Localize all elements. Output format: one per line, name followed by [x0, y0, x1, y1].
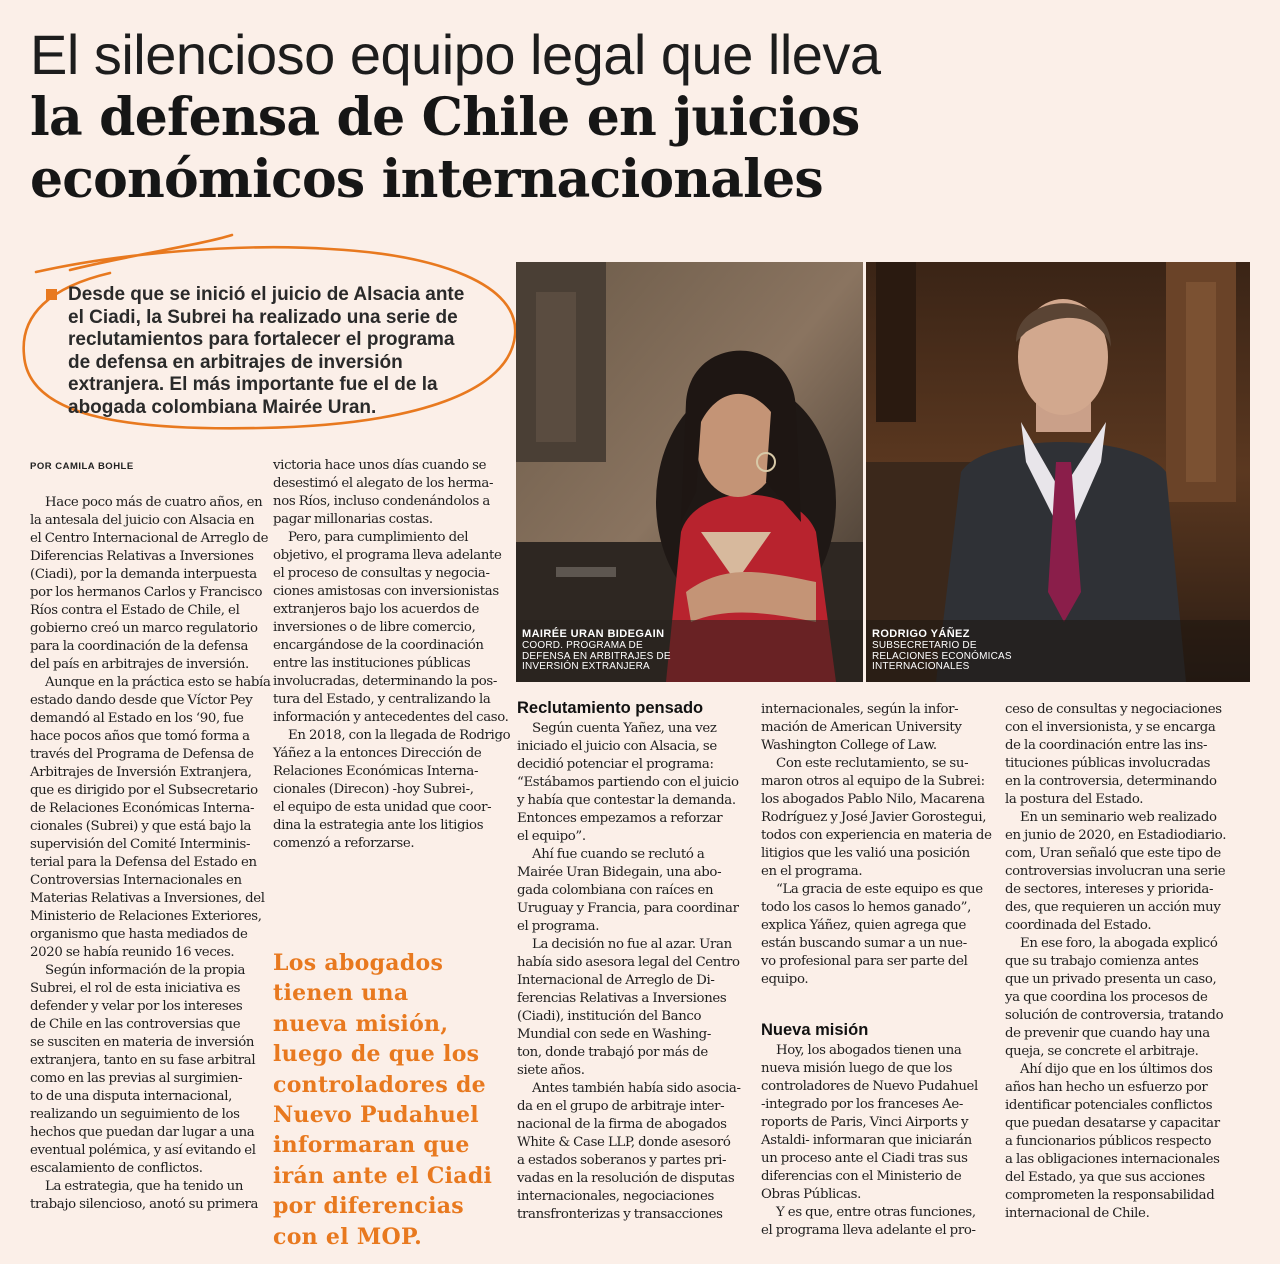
text-line: Washington College of Law. — [761, 738, 937, 753]
photo1-caption — [522, 628, 671, 673]
photo2-caption-role-1: SUBSECRETARIO DE — [872, 640, 977, 651]
text-line: el equipo”. — [517, 829, 586, 844]
text-line: nacional de la firma de abogados — [517, 1117, 727, 1132]
text-line: el programa lleva adelante el pro- — [761, 1223, 976, 1238]
text-line: La decisión no fue al azar. Uran — [532, 937, 732, 952]
text-line: Ahí fue cuando se reclutó a — [532, 847, 705, 862]
text-line: com, Uran señaló que este tipo de — [1005, 846, 1221, 861]
text-line: hace pocos años que tomó forma a — [30, 729, 250, 744]
text-line: terial para la Defensa del Estado en — [30, 855, 257, 870]
text-line: estado dando desde que Víctor Pey — [30, 693, 253, 708]
text-line: como en las previas al surgimien- — [30, 1071, 243, 1086]
text-line: objetivo, el programa lleva adelante — [273, 548, 502, 563]
text-line: eventual polémica, y así evitando el — [30, 1143, 256, 1158]
text-line: de Chile en las controversias que — [30, 1017, 241, 1032]
text-line: Obras Públicas. — [761, 1187, 861, 1202]
text-line: (Ciadi), institución del Banco — [517, 1009, 702, 1024]
text-line: inversiones o de libre comercio, — [273, 620, 476, 635]
text-line: tura del Estado, y centralizando la — [273, 692, 491, 707]
article-column-4-part-1 — [761, 701, 992, 989]
text-line: solución de controversia, tratando — [1005, 1008, 1224, 1023]
text-line: desestimó el alegato de los herma- — [273, 476, 494, 491]
text-line: los abogados Pablo Nilo, Macarena — [761, 792, 985, 807]
text-line: Controversias Internacionales en — [30, 873, 242, 888]
text-line: el proceso de consultas y negocia- — [273, 566, 490, 581]
photo2-caption-role-2: RELACIONES ECONÓMICAS — [872, 650, 1012, 662]
text-line: entre las instituciones públicas — [273, 656, 471, 671]
text-line: Con este reclutamiento, se su- — [776, 756, 969, 771]
text-line: Diferencias Relativas a Inversiones — [30, 549, 254, 564]
text-line: Yáñez a la entonces Dirección de — [273, 746, 482, 761]
article-column-4-part-2 — [761, 1042, 987, 1240]
text-line: con el inversionista, y se encarga — [1005, 720, 1216, 735]
text-line: Hoy, los abogados tienen una — [776, 1043, 962, 1058]
text-line: mación de American University — [761, 720, 962, 735]
text-line: en la controversia, determinando — [1005, 774, 1217, 789]
article-column-5 — [1005, 701, 1231, 1223]
pull-quote-line: luego de que los — [273, 1041, 480, 1068]
text-line: que es dirigido por el Subsecretario — [30, 783, 258, 798]
text-line: del país en arbitrajes de inversión. — [30, 657, 249, 672]
text-line: de la coordinación entre las ins- — [1005, 738, 1208, 753]
text-line: cionales (Direcon) -hoy Subrei-, — [273, 782, 474, 797]
text-line: cionales (Subrei) y que está bajo la — [30, 819, 252, 834]
text-line: Entonces empezamos a reforzar — [517, 811, 723, 826]
pull-quote-line: informaran que — [273, 1132, 470, 1159]
headline-line-1: El silencioso equipo legal que lleva — [30, 23, 881, 86]
text-line: 2020 se había reunido 16 veces. — [30, 945, 235, 960]
pull-quote-line: irán ante el Ciadi — [273, 1162, 493, 1189]
text-line: Ministerio de Relaciones Exteriores, — [30, 909, 262, 924]
text-line: Pero, para cumplimiento del — [288, 530, 469, 545]
text-line: internacional de Chile. — [1005, 1206, 1150, 1221]
text-line: Según información de la propia — [45, 963, 246, 978]
text-line: decidió potenciar el programa: — [517, 757, 714, 772]
text-line: ceso de consultas y negociaciones — [1005, 702, 1222, 717]
text-line: Hace poco más de cuatro años, en — [45, 495, 263, 510]
text-line: tituciones públicas involucradas — [1005, 756, 1211, 771]
text-line: un proceso ante el Ciadi tras sus — [761, 1151, 968, 1166]
text-line: identificar potenciales conflictos — [1005, 1098, 1213, 1113]
text-line: transfronterizas y transacciones — [517, 1207, 723, 1222]
text-line: nueva misión luego de que los — [761, 1061, 953, 1076]
text-line: White & Case LLP, donde asesoró — [517, 1135, 731, 1150]
text-line: la antesala del juicio con Alsacia en — [30, 513, 255, 528]
text-line: internacionales, según la infor- — [761, 702, 959, 717]
text-line: que un privado presenta un caso, — [1005, 972, 1217, 987]
text-line: (Ciadi), por la demanda interpuesta — [30, 567, 257, 582]
text-line: ciones amistosas con inversionistas — [273, 584, 499, 599]
text-line: había sido asesora legal del Centro — [517, 955, 740, 970]
text-line: ya que coordina los procesos de — [1005, 990, 1208, 1005]
photo1-caption-role-3: INVERSIÓN EXTRANJERA — [522, 661, 650, 672]
text-line: que su trabajo comienza antes — [1005, 954, 1199, 969]
text-line: ferencias Relativas a Inversiones — [517, 991, 727, 1006]
text-line: “Estábamos partiendo con el juicio — [517, 775, 739, 790]
text-line: nos Ríos, incluso condenándolos a — [273, 494, 490, 509]
text-line: diferencias con el Ministerio de — [761, 1169, 962, 1184]
pull-quote-line: controladores de — [273, 1071, 486, 1098]
text-line: que puedan desatarse y capacitar — [1005, 1116, 1220, 1131]
text-line: trabajo silencioso, anotó su primera — [30, 1197, 259, 1212]
text-line: Según cuenta Yañez, una vez — [532, 721, 717, 736]
text-line: a estados soberanos y partes pri- — [517, 1153, 727, 1168]
text-line: equipo. — [761, 972, 809, 987]
text-line: Rodríguez y José Javier Gorostegui, — [761, 810, 987, 825]
text-line: el Centro Internacional de Arreglo de — [30, 531, 269, 546]
text-line: en el programa. — [761, 864, 863, 879]
text-line: pagar millonarias costas. — [273, 512, 433, 527]
text-line: Antes también había sido asocia- — [532, 1081, 741, 1096]
photo2-caption-role-3: INTERNACIONALES — [872, 661, 970, 672]
text-line: hechos que puedan dar lugar a una — [30, 1125, 255, 1140]
text-line: por los hermanos Carlos y Francisco — [30, 585, 263, 600]
text-line: queja, se concrete el arbitraje. — [1005, 1044, 1199, 1059]
text-line: vo profesional para ser parte del — [761, 954, 968, 969]
text-line: litigios que les valió una posición — [761, 846, 970, 861]
text-line: coordinada del Estado. — [1005, 918, 1152, 933]
text-line: demandó al Estado en los ‘90, fue — [30, 711, 244, 726]
text-line: Ahí dijo que en los últimos dos — [1020, 1062, 1213, 1077]
text-line: vadas en la resolución de disputas — [517, 1171, 735, 1186]
text-line: todo los casos lo hemos ganado”, — [761, 900, 972, 915]
text-line: comprometen la responsabilidad — [1005, 1188, 1215, 1203]
text-line: se susciten en materia de inversión — [30, 1035, 255, 1050]
text-line: En un seminario web realizado — [1020, 810, 1217, 825]
text-line: través del Programa de Defensa de — [30, 747, 254, 762]
pull-quote-line: Nuevo Pudahuel — [273, 1102, 479, 1129]
text-line: gobierno creó un marco regulatorio — [30, 621, 258, 636]
text-line: -integrado por los franceses Ae- — [761, 1097, 964, 1112]
lead-line: abogada colombiana Mairée Uran. — [68, 396, 377, 418]
text-line: Aunque en la práctica esto se había — [45, 675, 271, 690]
pull-quote-line: Los abogados — [273, 950, 444, 976]
lead-line: Desde que se inició el juicio de Alsacia ante — [68, 284, 465, 305]
text-line: todos con experiencia en materia de — [761, 828, 992, 843]
text-line: Y es que, entre otras funciones, — [776, 1205, 976, 1220]
text-line: dina la estrategia ante los litigios — [273, 818, 484, 833]
text-line: controladores de Nuevo Pudahuel — [761, 1079, 978, 1094]
text-line: están buscando sumar a un nue- — [761, 936, 967, 951]
text-line: de Relaciones Económicas Interna- — [30, 801, 255, 816]
text-line: involucradas, determinando la pos- — [273, 674, 498, 689]
text-line: organismo que hasta mediados de — [30, 927, 248, 942]
text-line: Mairée Uran Bidegain, una abo- — [517, 865, 722, 880]
photo1-caption-role-2: DEFENSA EN ARBITRAJES DE — [522, 650, 671, 662]
text-line: Astaldi- informaran que iniciarán — [761, 1133, 972, 1148]
text-line: la postura del Estado. — [1005, 792, 1144, 807]
lead-line: extranjera. El más importante fue el de la — [68, 374, 438, 396]
text-line: para la coordinación de la defensa — [30, 639, 249, 654]
subheading-nueva-mision: Nueva misión — [761, 1021, 869, 1039]
article-column-2 — [273, 457, 511, 853]
text-line: a funcionarios públicos respecto — [1005, 1134, 1212, 1149]
text-line: supervisión del Comité Interminis- — [30, 837, 251, 852]
text-line: Mundial con sede en Washing- — [517, 1027, 711, 1042]
text-line: to de una disputa internacional, — [30, 1089, 232, 1104]
pull-quote-line: por diferencias — [273, 1193, 464, 1220]
text-line: y había que contestar la demanda. — [517, 793, 736, 808]
text-line: del Estado, ya que sus acciones — [1005, 1170, 1205, 1185]
text-line: de prevenir que cuando hay una — [1005, 1026, 1210, 1041]
text-line: el equipo de esta unidad que coor- — [273, 800, 492, 815]
lead-line: el Ciadi, la Subrei ha realizado una serie de — [68, 306, 458, 328]
photo1-caption-role-1: COORD. PROGRAMA DE — [522, 640, 643, 651]
pull-quote-line: nueva misión, — [273, 1010, 449, 1037]
photo-mairee-uran — [516, 262, 863, 682]
text-line: escalamiento de conflictos. — [30, 1161, 203, 1176]
lead-bullet-square — [46, 289, 57, 300]
text-line: roports de Paris, Vinci Airports y — [761, 1115, 969, 1130]
text-line: Arbitrajes de Inversión Extranjera, — [30, 765, 252, 780]
text-line: Internacional de Arreglo de Di- — [517, 973, 715, 988]
headline-line-3: económicos internacionales — [30, 149, 823, 210]
text-line: información y antecedentes del caso. — [273, 710, 509, 725]
photo2-caption-name: RODRIGO YÁÑEZ — [872, 628, 970, 640]
lead-line: reclutamientos para fortalecer el programa — [68, 329, 455, 351]
text-line: encargándose de la coordinación — [273, 638, 484, 653]
text-line: el programa. — [517, 919, 600, 934]
text-line: da en el grupo de arbitraje inter- — [517, 1099, 725, 1114]
text-line: controversias involucran una serie — [1005, 864, 1226, 879]
text-line: des, que requieren un acción muy — [1005, 900, 1221, 915]
text-line: Materias Relativas a Inversiones, del — [30, 891, 265, 906]
pull-quote — [273, 948, 503, 1252]
subheading-reclutamiento: Reclutamiento pensado — [517, 699, 704, 717]
headline-line-2: la defensa de Chile en juicios — [30, 87, 860, 148]
photo1-caption-name: MAIRÉE URAN BIDEGAIN — [522, 628, 665, 640]
text-line: siete años. — [517, 1063, 585, 1078]
text-line: iniciado el juicio con Alsacia, se — [517, 739, 717, 754]
text-line: “La gracia de este equipo es que — [776, 882, 983, 897]
photo-rodrigo-yanez — [866, 262, 1250, 682]
text-line: ton, donde trabajó por más de — [517, 1045, 708, 1060]
text-line: extranjeros bajo los acuerdos de — [273, 602, 479, 617]
text-line: comenzó a reforzarse. — [273, 836, 415, 851]
lead-paragraph — [68, 284, 508, 420]
photo2-caption — [872, 628, 1012, 673]
text-line: Uruguay y Francia, para coordinar — [517, 901, 739, 916]
text-line: maron otros al equipo de la Subrei: — [761, 774, 985, 789]
text-line: En ese foro, la abogada explicó — [1020, 936, 1218, 951]
text-line: de sectores, intereses y priorida- — [1005, 882, 1214, 897]
text-line: La estrategia, que ha tenido un — [45, 1179, 244, 1194]
text-line: Subrei, el rol de esta iniciativa es — [30, 981, 241, 996]
article-column-1 — [30, 494, 271, 1214]
portrait-man-illustration — [866, 262, 1250, 682]
text-line: explica Yáñez, quien agrega que — [761, 918, 966, 933]
pull-quote-line: tienen una — [273, 980, 409, 1007]
text-line: extranjera, tanto en su fase arbitral — [30, 1053, 256, 1068]
text-line: victoria hace unos días cuando se — [273, 458, 487, 473]
text-line: defender y velar por los intereses — [30, 999, 243, 1014]
portrait-woman-illustration — [516, 262, 863, 682]
text-line: a las obligaciones internacionales — [1005, 1152, 1220, 1167]
text-line: gada colombiana con raíces en — [517, 883, 714, 898]
pull-quote-line: con el MOP. — [273, 1223, 423, 1250]
lead-line: de defensa en arbitrajes de inversión — [68, 351, 403, 373]
text-line: internacionales, negociaciones — [517, 1189, 715, 1204]
text-line: Ríos contra el Estado de Chile, el — [30, 603, 240, 618]
text-line: Relaciones Económicas Interna- — [273, 764, 479, 779]
byline: POR CAMILA BOHLE — [30, 461, 134, 472]
article-column-3 — [517, 720, 743, 1224]
text-line: realizando un seguimiento de los — [30, 1107, 240, 1122]
text-line: años han hecho un esfuerzo por — [1005, 1080, 1208, 1095]
text-line: en junio de 2020, en Estadiodiario. — [1005, 828, 1227, 843]
text-line: En 2018, con la llegada de Rodrigo — [288, 728, 511, 743]
